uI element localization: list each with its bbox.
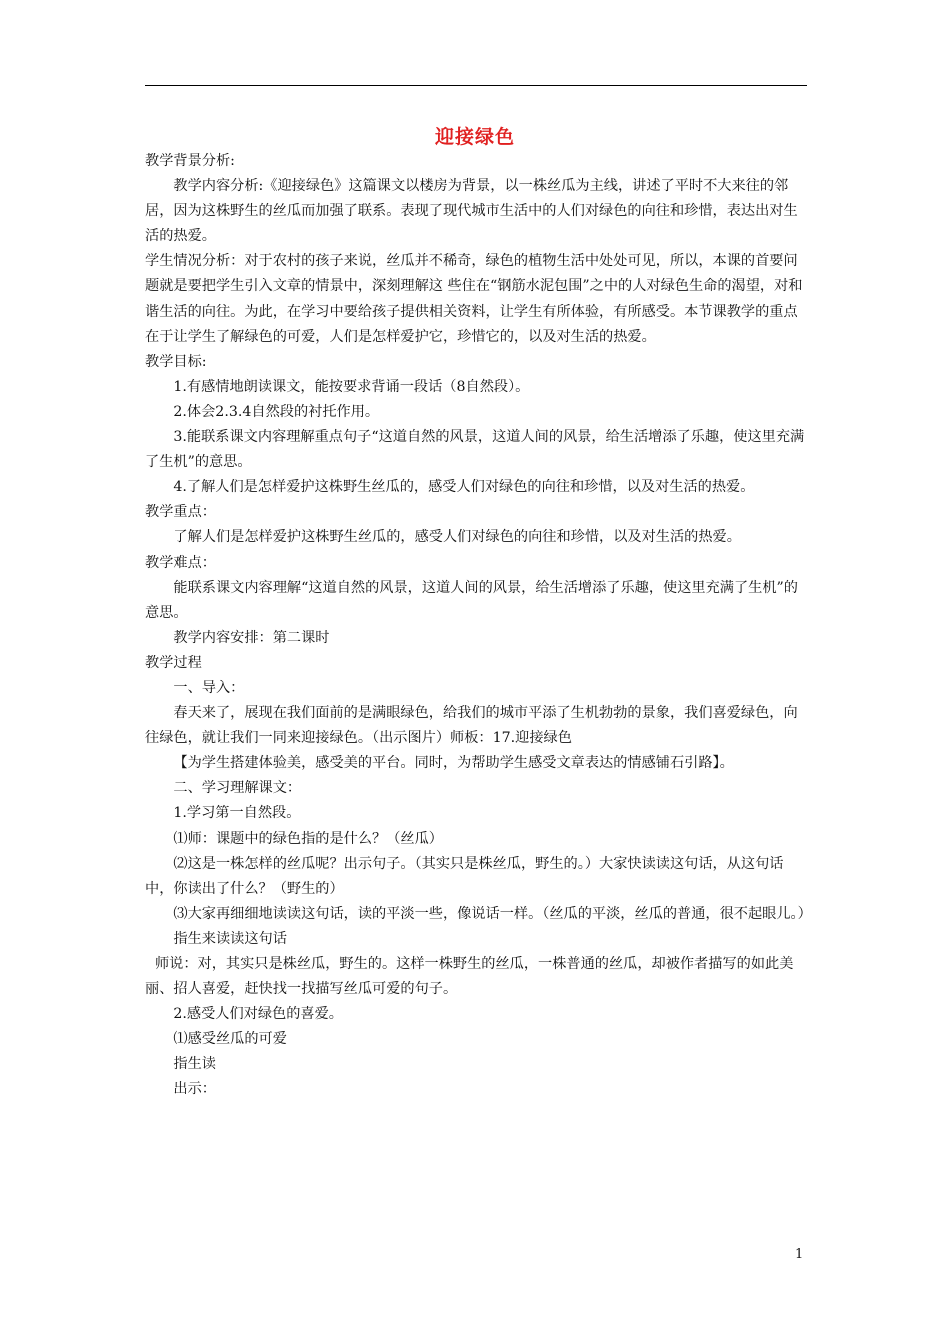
paragraph-arrangement: 教学内容安排：第二课时 [173, 629, 330, 646]
paragraph-student-analysis: 学生情况分析：对于农村的孩子来说，丝瓜并不稀奇，绿色的植物生活中处处可见，所以，本课的首要问题就是要把学生引入文章的情景中，深刻理解这 些住在“钢筋水泥包围”之中的人对绿色生命的渴望，对和谐生活的向往。为此，在学习中要给孩子提供相关资料，让学生有所体验，有所感受。本节课教学的重点 在于让学生了解绿色的可爱，人们是怎样爱护它，珍惜它的，以及对生活的热爱。 [145, 253, 803, 345]
section-heading-process: 教学过程 [145, 654, 202, 671]
list-item: 指生来读读这句话 [173, 930, 287, 947]
paragraph-difficulty: 能联系课文内容理解“这道自然的风景，这道人间的风景，给生活增添了乐趣，使这里充满了生机”的意思。 [145, 579, 798, 621]
list-item: ⑶大家再细细地读读这句话，读的平淡一些，像说话一样。（丝瓜的平淡，丝瓜的普通，很不起眼儿。） [173, 905, 812, 922]
body-text [145, 149, 812, 1103]
paragraph-content-analysis: 教学内容分析:《迎接绿色》这篇课文以楼房为背景，以一株丝瓜为主线，讲述了平时不大来往的邻居，因为这株野生的丝瓜而加强了联系。表现了现代城市生活中的人们对绿色的向往和珍惜，表达出对生活的热爱。 [145, 178, 798, 245]
paragraph-key-point: 了解人们是怎样爱护这株野生丝瓜的，感受人们对绿色的向往和珍惜，以及对生活的热爱。 [173, 529, 741, 546]
subheading-study: 二、学习理解课文： [173, 780, 302, 797]
objective-item: 4.了解人们是怎样爱护这株野生丝瓜的，感受人们对绿色的向往和珍惜，以及对生活的热爱。 [173, 479, 755, 496]
section-heading-difficulty: 教学难点： [145, 554, 216, 571]
paragraph-design-note: 【为学生搭建体验美，感受美的平台。同时，为帮助学生感受文章表达的情感铺石引路】。 [173, 755, 734, 772]
list-item: ⑵这是一株怎样的丝瓜呢？出示句子。（其实只是株丝瓜，野生的。）大家快读读这句话，从这句话中，你读出了什么？（野生的） [145, 855, 784, 897]
paragraph-teacher-says: 师说：对，其实只是株丝瓜，野生的。这样一株野生的丝瓜，一株普通的丝瓜，却被作者描写的如此美丽、招人喜爱，赶快找一找描写丝瓜可爱的句子。 [145, 956, 794, 998]
list-item: ⑴师：课题中的绿色指的是什么？（丝瓜） [173, 830, 443, 847]
list-item: ⑴感受丝瓜的可爱 [173, 1031, 287, 1048]
list-item: 出示： [173, 1081, 216, 1098]
section-heading-background: 教学背景分析: [145, 153, 235, 169]
page-title: 迎接绿色 [434, 126, 515, 148]
subheading-intro: 一、导入： [173, 679, 245, 696]
objective-item: 2.体会2.3.4自然段的衬托作用。 [173, 403, 380, 420]
list-item: 指生读 [173, 1056, 216, 1073]
page-number: 1 [795, 1247, 804, 1262]
section-heading-objectives: 教学目标: [145, 353, 207, 370]
objective-item: 3.能联系课文内容理解重点句子“这道自然的风景，这道人间的风景，给生活增添了乐趣，使这里充满了生机”的意思。 [145, 429, 805, 471]
objective-item: 1.有感情地朗读课文，能按要求背诵一段话（8自然段）。 [173, 378, 530, 395]
list-item: 1.学习第一自然段。 [173, 805, 301, 822]
section-heading-key-point: 教学重点： [145, 504, 216, 521]
list-item: 2.感受人们对绿色的喜爱。 [173, 1006, 343, 1023]
paragraph-intro: 春天来了，展现在我们面前的是满眼绿色，给我们的城市平添了生机勃勃的景象，我们喜爱绿色，向往绿色，就让我们一同来迎接绿色。（出示图片）师板：17.迎接绿色 [145, 705, 798, 747]
header-rule [145, 85, 807, 86]
